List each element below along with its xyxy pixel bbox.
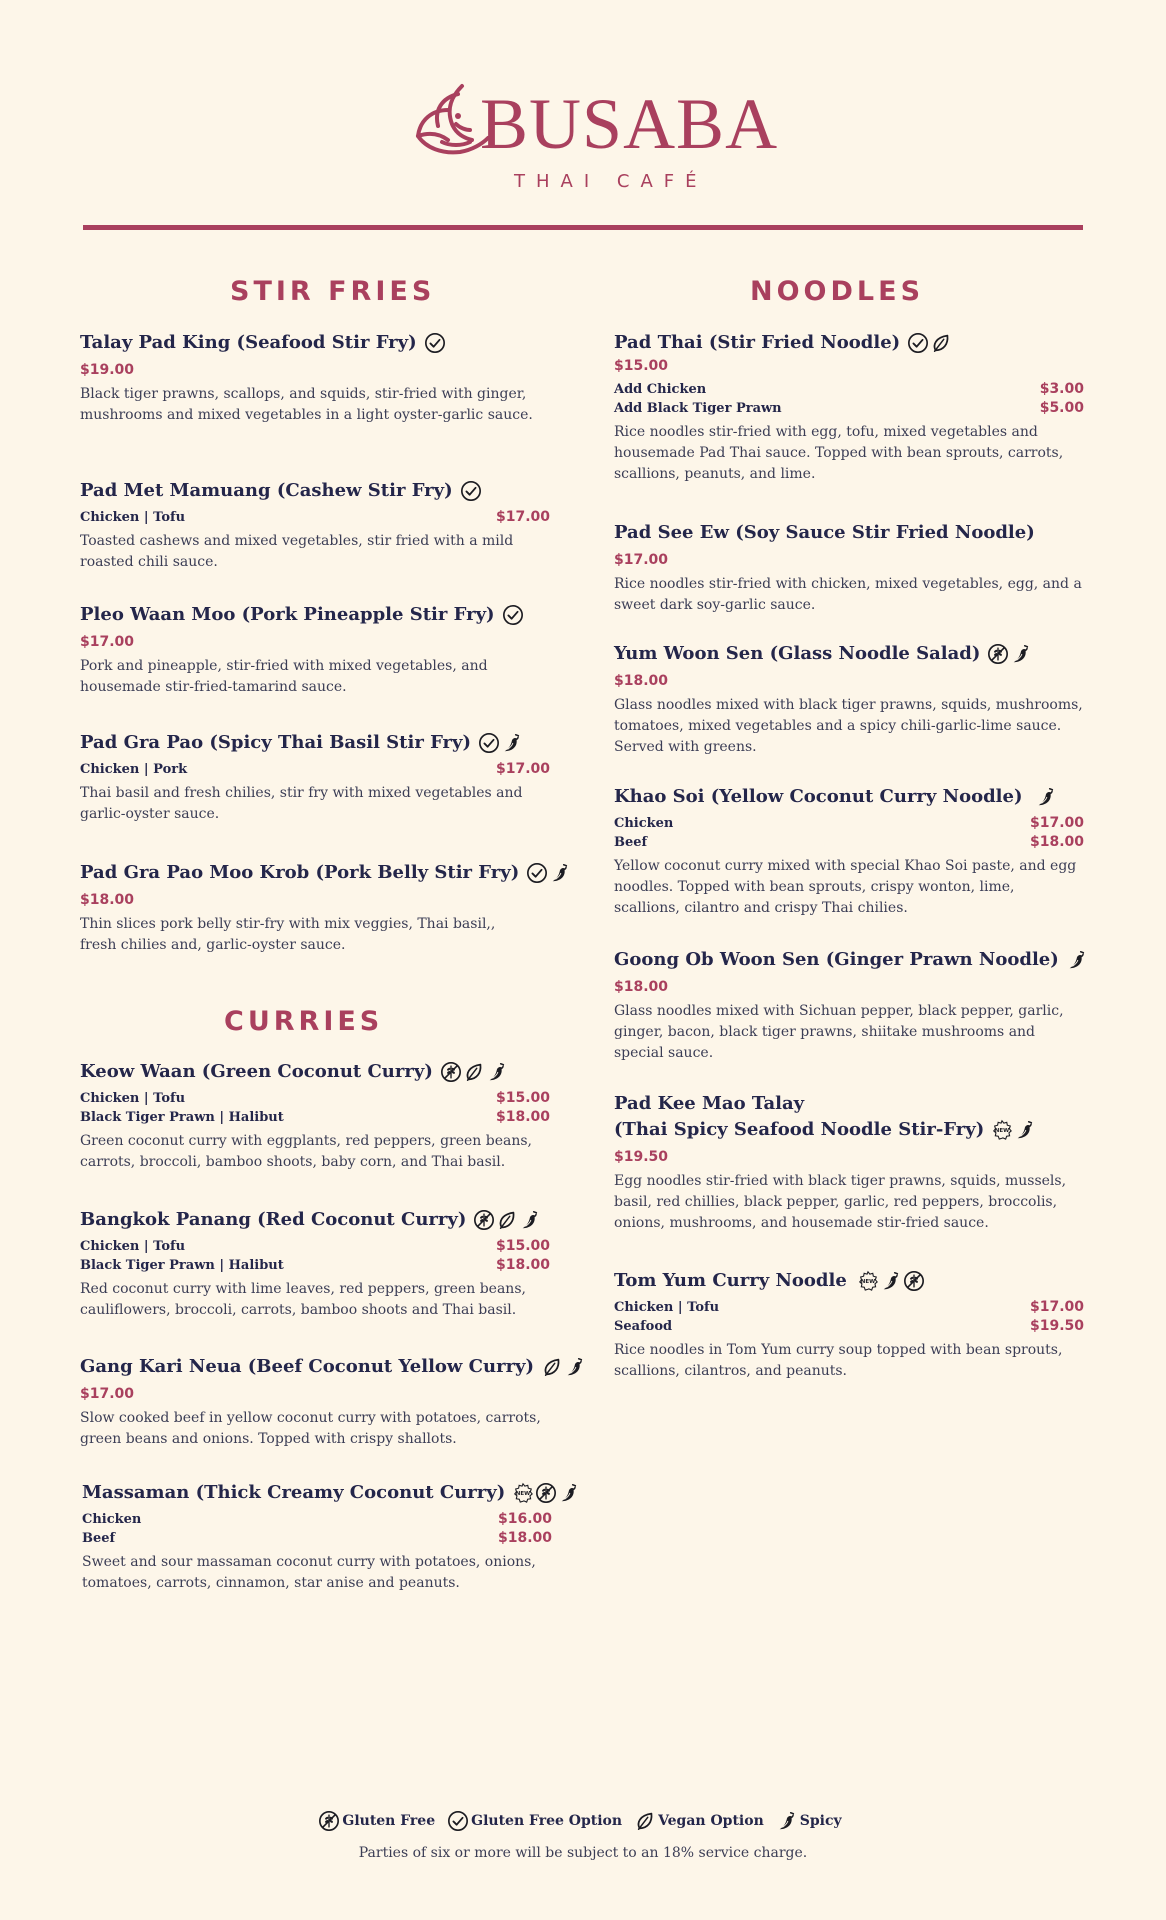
- item-description: Rice noodles in Tom Yum curry soup topped with bean sprouts, scallions, cilantros, and peanuts.: [614, 1342, 1063, 1379]
- menu-item-talay-pad-king: [80, 330, 550, 426]
- spicy-icon: [549, 862, 571, 884]
- menu-item-bangkok-panang: [80, 1207, 550, 1321]
- spicy-icon: [880, 1270, 902, 1292]
- item-option: Black Tiger Prawn | Halibut $18.00: [80, 1109, 550, 1125]
- item-name: Pleo Waan Moo (Pork Pineapple Stir Fry): [80, 604, 495, 625]
- item-option: Chicken | Tofu $17.00: [80, 509, 550, 525]
- logo: [412, 78, 779, 198]
- menu-item-pad-met-mamuang: [80, 478, 550, 573]
- item-price: $17.00: [80, 1386, 135, 1402]
- item-name: Pad Thai (Stir Fried Noodle): [614, 332, 901, 353]
- brand-subtitle: THAI CAFÉ: [514, 171, 708, 192]
- menu-item-gang-kari-neua: [80, 1354, 550, 1450]
- menu-item-keow-waan: [80, 1059, 550, 1173]
- menu-item-tom-yum-curry-noodle: [614, 1268, 1084, 1382]
- vegan-option-icon: [930, 332, 952, 354]
- legend-item: Spicy: [776, 1810, 842, 1832]
- item-price: $15.00: [614, 358, 669, 374]
- item-price: $17.00: [614, 552, 669, 568]
- legend-item: Gluten Free Option: [447, 1810, 622, 1832]
- item-name: Massaman (Thick Creamy Coconut Curry): [82, 1482, 506, 1503]
- menu-item-pad-kee-mao-talay: [614, 1091, 1084, 1234]
- item-description: Slow cooked beef in yellow coconut curry with potatoes, carrots, green beans and onions. Topped with crispy shallots.: [80, 1410, 541, 1447]
- menu-item-massaman: [82, 1480, 552, 1594]
- item-description: Yellow coconut curry mixed with special Khao Soi paste, and egg noodles. Topped with bean sprouts, crispy wonton, lime, scallions, cilantro and crispy Thai chilies.: [614, 858, 1077, 916]
- section-title-stir-fries: STIR FRIES: [230, 276, 436, 307]
- item-description: Glass noodles mixed with black tiger prawns, squids, mushrooms, tomatoes, mixed vegetables and a spicy chili-garlic-lime sauce. Served with greens.: [614, 697, 1083, 755]
- menu-item-pleo-waan-moo: [80, 602, 550, 698]
- item-description: Rice noodles stir-fried with chicken, mixed vegetables, egg, and a sweet dark soy-garlic sauce.: [614, 576, 1082, 613]
- item-name: Talay Pad King (Seafood Stir Fry): [80, 332, 417, 353]
- spicy-icon: [486, 1061, 508, 1083]
- gluten-free-option-icon: [526, 862, 548, 884]
- vegan-option-icon: [634, 1810, 656, 1832]
- spicy-icon: [1014, 1119, 1036, 1141]
- menu-item-goong-ob-woon-sen: [614, 947, 1084, 1064]
- menu-item-yum-woon-sen: [614, 641, 1084, 758]
- svg-text:NEW: NEW: [860, 1279, 875, 1286]
- item-option: Chicken | Tofu $15.00: [80, 1238, 550, 1254]
- item-name: Pad Met Mamuang (Cashew Stir Fry): [80, 480, 453, 501]
- item-price: $18.00: [614, 673, 669, 689]
- item-description: Red coconut curry with lime leaves, red peppers, green beans, cauliflowers, broccoli, carrots, bamboo shoots and Thai basil.: [80, 1281, 526, 1318]
- gluten-free-option-icon: [502, 604, 524, 626]
- new-icon: [512, 1482, 534, 1504]
- item-option: Beef $18.00: [82, 1530, 552, 1546]
- item-price: $19.00: [80, 362, 135, 378]
- item-option: Chicken | Tofu $15.00: [80, 1090, 550, 1106]
- item-name: Yum Woon Sen (Glass Noodle Salad): [614, 643, 981, 664]
- item-name: Pad Gra Pao (Spicy Thai Basil Stir Fry): [80, 732, 471, 753]
- item-description: Glass noodles mixed with Sichuan pepper, black pepper, garlic, ginger, bacon, black tiger prawns, shiitake mushrooms and special sauce.: [614, 1003, 1064, 1061]
- item-name: Tom Yum Curry Noodle: [614, 1270, 847, 1291]
- item-name: Keow Waan (Green Coconut Curry): [80, 1061, 433, 1082]
- item-name: Bangkok Panang (Red Coconut Curry): [80, 1209, 467, 1230]
- item-name: Pad See Ew (Soy Sauce Stir Fried Noodle): [614, 522, 1035, 543]
- spicy-icon: [1066, 949, 1088, 971]
- item-name-line-2: (Thai Spicy Seafood Noodle Stir-Fry): [614, 1119, 985, 1140]
- section-title-curries: CURRIES: [224, 1006, 384, 1037]
- item-description: Black tiger prawns, scallops, and squids, stir-fried with ginger, mushrooms and mixed vegetables in a light oyster-garlic sauce.: [80, 386, 533, 423]
- gluten-free-option-icon: [447, 1810, 469, 1832]
- new-icon: [857, 1270, 879, 1292]
- menu-item-pad-gra-pao: [80, 730, 550, 825]
- gluten-free-icon: [318, 1810, 340, 1832]
- menu-item-khao-soi: [614, 784, 1084, 919]
- menu-item-pad-see-ew: [614, 520, 1084, 616]
- item-option: Chicken | Pork $17.00: [80, 761, 550, 777]
- service-charge-note: Parties of six or more will be subject to an 18% service charge.: [358, 1845, 808, 1861]
- item-description: Rice noodles stir-fried with egg, tofu, mixed vegetables and housemade Pad Thai sauce. Topped with bean sprouts, carrots, scallions, peanuts, and lime.: [614, 424, 1064, 482]
- item-option: Black Tiger Prawn | Halibut $18.00: [80, 1257, 550, 1273]
- gluten-free-icon: [473, 1209, 495, 1231]
- item-option: Seafood $19.50: [614, 1318, 1084, 1334]
- spicy-icon: [1035, 786, 1057, 808]
- legend: [0, 1810, 1166, 1832]
- item-option: Chicken | Tofu $17.00: [614, 1299, 1084, 1315]
- spicy-icon: [519, 1209, 541, 1231]
- item-description: Pork and pineapple, stir-fried with mixed vegetables, and housemade stir-fried-tamarind sauce.: [80, 658, 488, 695]
- spicy-icon: [564, 1356, 586, 1378]
- vegan-option-icon: [463, 1061, 485, 1083]
- item-name: Khao Soi (Yellow Coconut Curry Noodle): [614, 786, 1023, 807]
- menu-item-pad-gra-pao-moo-krob: [80, 860, 550, 956]
- vegan-option-icon: [541, 1356, 563, 1378]
- item-description: Egg noodles stir-fried with black tiger prawns, squids, mussels, basil, red chillies, black pepper, garlic, red peppers, broccolis, onions, mushrooms, and housemade stir-fried sauce.: [614, 1173, 1067, 1231]
- new-icon: [991, 1119, 1013, 1141]
- spicy-icon: [558, 1482, 580, 1504]
- item-name: Pad Gra Pao Moo Krob (Pork Belly Stir Fry): [80, 862, 520, 883]
- item-price: $18.00: [614, 979, 669, 995]
- gluten-free-option-icon: [907, 332, 929, 354]
- item-option: Chicken $17.00: [614, 815, 1084, 831]
- brand-name: BUSABA: [480, 84, 779, 164]
- gluten-free-icon: [987, 643, 1009, 665]
- gluten-free-option-icon: [478, 732, 500, 754]
- item-option: Chicken $16.00: [82, 1511, 552, 1527]
- item-name: Pad Kee Mao Talay: [614, 1093, 805, 1114]
- item-description: Thin slices pork belly stir-fry with mix veggies, Thai basil,, fresh chilies and, garlic-oyster sauce.: [80, 916, 496, 953]
- item-description: Green coconut curry with eggplants, red peppers, green beans, carrots, broccoli, bamboo shoots, baby corn, and Thai basil.: [80, 1133, 532, 1170]
- vegan-option-icon: [496, 1209, 518, 1231]
- item-option: Add Chicken $3.00: [614, 381, 1084, 397]
- gluten-free-icon: [903, 1270, 925, 1292]
- item-name: Goong Ob Woon Sen (Ginger Prawn Noodle): [614, 949, 1059, 970]
- menu-item-pad-thai: [614, 330, 1084, 485]
- item-description: Thai basil and fresh chilies, stir fry with mixed vegetables and garlic-oyster sauce.: [80, 785, 523, 822]
- item-option: Beef $18.00: [614, 834, 1084, 850]
- legend-item: Vegan Option: [634, 1810, 764, 1832]
- item-price: $18.00: [80, 892, 135, 908]
- gluten-free-option-icon: [424, 332, 446, 354]
- gluten-free-icon: [440, 1061, 462, 1083]
- spicy-icon: [1010, 643, 1032, 665]
- item-description: Sweet and sour massaman coconut curry with potatoes, onions, tomatoes, carrots, cinnamon, star anise and peanuts.: [82, 1554, 536, 1591]
- spicy-icon: [776, 1810, 798, 1832]
- item-option: Add Black Tiger Prawn $5.00: [614, 400, 1084, 416]
- gluten-free-option-icon: [460, 480, 482, 502]
- header-divider: [83, 225, 1083, 230]
- svg-text:NEW: NEW: [516, 1491, 531, 1498]
- item-price: $19.50: [614, 1149, 669, 1165]
- item-description: Toasted cashews and mixed vegetables, stir fried with a mild roasted chili sauce.: [80, 533, 514, 570]
- spicy-icon: [501, 732, 523, 754]
- header: [0, 78, 1166, 218]
- legend-item: Gluten Free: [318, 1810, 435, 1832]
- svg-text:NEW: NEW: [995, 1128, 1010, 1135]
- item-price: $17.00: [80, 634, 135, 650]
- item-name: Gang Kari Neua (Beef Coconut Yellow Curry): [80, 1356, 535, 1377]
- section-title-noodles: NOODLES: [750, 276, 925, 307]
- gluten-free-icon: [535, 1482, 557, 1504]
